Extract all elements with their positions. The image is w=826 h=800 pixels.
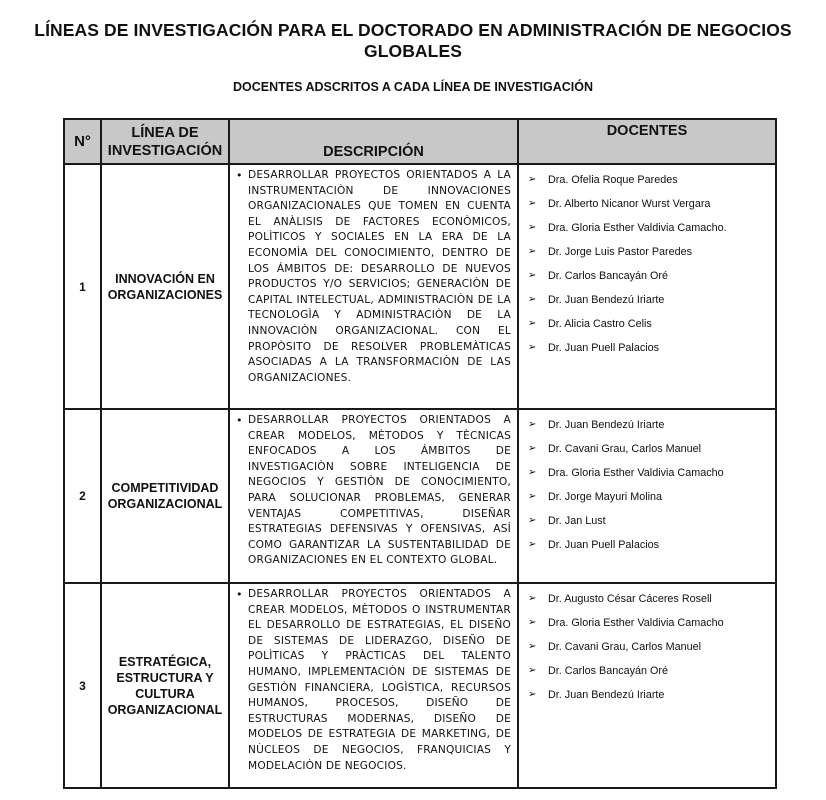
docente-name: Dr. Juan Bendezú Iriarte [548,419,665,431]
arrow-bullet-icon: ➢ [528,491,537,502]
list-item [523,461,771,485]
row-linea: COMPETITIVIDAD ORGANIZACIONAL [101,409,229,583]
row-linea: INNOVACIÓN EN ORGANIZACIONES [101,164,229,409]
list-item [523,288,771,312]
list-item [523,216,771,240]
description-text: DESARROLLAR PROYECTOS ORIENTADOS A CREAR MODELOS, MÈTODOS O INSTRUMENTAR EL DESARROLLO DE ESTRATEGIAS, EL DISEÑO DE SISTEMAS DE LIDERAZGO, DISEÑO DE POLÌTICAS Y PRÀCTICAS DEL TALENTO HUMANO, IMPLEMENTACIÒN DE SISTEMAS DE GESTIÒN FINANCIERA, LOGÌSTICA, RECURSOS HUMANOS, PROCESOS, DISEÑO DE ESTRUCTURAS MODERNAS, DISEÑO DE MODELOS DE ESTRATEGIA DE MARKETING, DE NÙCLEOS DE NEGOCIOS, FRANQUICIAS Y MODELACIÒN DE NEGOCIOS. [248,588,511,772]
docente-name: Dr. Carlos Bancayán Oré [548,665,669,677]
arrow-bullet-icon: ➢ [528,593,537,604]
row-docentes [518,583,776,788]
docente-name: Dr. Carlos Bancayán Oré [548,270,669,282]
header-docentes: DOCENTES [518,119,776,164]
list-item [523,611,771,635]
docente-name: Dr. Cavani Grau, Carlos Manuel [548,641,702,653]
arrow-bullet-icon: ➢ [528,443,537,454]
row-descripcion [229,409,518,583]
row-linea: ESTRATÉGICA, ESTRUCTURA Y CULTURA ORGANIZACIONAL [101,583,229,788]
table-row [64,409,776,583]
list-item [523,437,771,461]
arrow-bullet-icon: ➢ [528,665,537,676]
docente-name: Dr. Jorge Mayuri Molina [548,491,663,503]
list-item [523,264,771,288]
document-title: LÍNEAS DE INVESTIGACIÓN PARA EL DOCTORADO EN ADMINISTRACIÓN DE NEGOCIOS GLOBALES [34,20,792,61]
docente-name: Dra. Gloria Esther Valdivia Camacho [548,467,724,479]
arrow-bullet-icon: ➢ [528,419,537,430]
docente-name: Dr. Alberto Nicanor Wurst Vergara [548,198,711,210]
docente-name: Dr. Juan Puell Palacios [548,342,660,354]
docente-name: Dr. Juan Puell Palacios [548,539,660,551]
docente-name: Dr. Alicia Castro Celis [548,318,652,330]
arrow-bullet-icon: ➢ [528,294,537,305]
docente-name: Dr. Jorge Luis Pastor Paredes [548,246,693,258]
row-descripcion [229,164,518,409]
list-item [523,312,771,336]
table-row [64,164,776,409]
list-item [523,635,771,659]
row-num: 3 [64,583,101,788]
list-item [523,485,771,509]
document-subtitle: DOCENTES ADSCRITOS A CADA LÍNEA DE INVESTIGACIÓN [233,80,593,94]
arrow-bullet-icon: ➢ [528,318,537,329]
description-text: DESARROLLAR PROYECTOS ORIENTADOS A LA INSTRUMENTACIÒN DE INNOVACIONES ORGANIZACIONALES QUE TOMEN EN CUENTA EL ANÀLISIS DE FACTORES ECONÒMICOS, POLÌTICOS Y SOCIALES EN LA ERA DE LA ECONOMÌA DEL CONOCIMIENTO, DENTRO DE LOS ÁMBITOS DE: DESARROLLO DE NUEVOS PRODUCTOS Y/O SERVICIOS; GENERACIÒN DE CAPITAL INTELECTUAL, ADMINISTRACIÒN DE LA TECNOLOGÌA Y ADMINISTRACIÒN DE LA INNOVACIÒN ORGANIZACIONAL. CON EL PROPÒSITO DE RESOLVER PROBLEMÀTICAS ASOCIADAS A LA TRANSFORMACIÒN DE LAS ORGANIZACIONES. [248,169,511,384]
row-descripcion [229,583,518,788]
arrow-bullet-icon: ➢ [528,246,537,257]
row-docentes [518,164,776,409]
docente-name: Dr. Cavani Grau, Carlos Manuel [548,443,702,455]
header-descripcion: DESCRIPCIÓN [229,119,518,164]
arrow-bullet-icon: ➢ [528,641,537,652]
row-docentes [518,409,776,583]
list-item [523,587,771,611]
arrow-bullet-icon: ➢ [528,198,537,209]
table-header-row [64,119,776,164]
row-num: 1 [64,164,101,409]
docente-name: Dra. Gloria Esther Valdivia Camacho. [548,222,727,234]
list-item [523,413,771,437]
header-linea: LÍNEA DE INVESTIGACIÓN [101,119,229,164]
docente-name: Dra. Ofelia Roque Paredes [548,174,678,186]
description-text: DESARROLLAR PROYECTOS ORIENTADOS A CREAR MODELOS, MÈTODOS Y TÈCNICAS ENFOCADOS A LOS ÁMBITOS DE INVESTIGACIÒN SOBRE INTELIGENCIA DE NEGOCIOS Y GESTIÒN DE CONOCIMIENTO, PARA SOLUCIONAR PROBLEMAS, GENERAR VENTAJAS COMPETITIVAS, DISEÑAR ESTRATEGIAS DEFENSIVAS Y OFENSIVAS, ASÍ COMO GARANTIZAR LA SUSTENTABILIDAD DE ORGANIZACIONES EN EL CONTEXTO GLOBAL. [248,414,511,567]
research-lines-table [63,118,777,789]
docente-name: Dr. Juan Bendezú Iriarte [548,294,665,306]
arrow-bullet-icon: ➢ [528,689,537,700]
bullet-icon: • [236,414,243,427]
docente-name: Dr. Jan Lust [548,515,606,527]
arrow-bullet-icon: ➢ [528,270,537,281]
list-item [523,192,771,216]
list-item [523,509,771,533]
arrow-bullet-icon: ➢ [528,467,537,478]
bullet-icon: • [236,169,243,182]
list-item [523,533,771,557]
docente-name: Dr. Juan Bendezú Iriarte [548,689,665,701]
list-item [523,683,771,707]
arrow-bullet-icon: ➢ [528,539,537,550]
arrow-bullet-icon: ➢ [528,617,537,628]
docente-name: Dr. Augusto César Cáceres Rosell [548,593,712,605]
bullet-icon: • [236,588,243,601]
arrow-bullet-icon: ➢ [528,222,537,233]
list-item [523,168,771,192]
header-num: N° [64,119,101,164]
row-num: 2 [64,409,101,583]
docente-name: Dra. Gloria Esther Valdivia Camacho [548,617,724,629]
list-item [523,336,771,360]
list-item [523,659,771,683]
arrow-bullet-icon: ➢ [528,174,537,185]
table-row [64,583,776,788]
list-item [523,240,771,264]
arrow-bullet-icon: ➢ [528,515,537,526]
arrow-bullet-icon: ➢ [528,342,537,353]
